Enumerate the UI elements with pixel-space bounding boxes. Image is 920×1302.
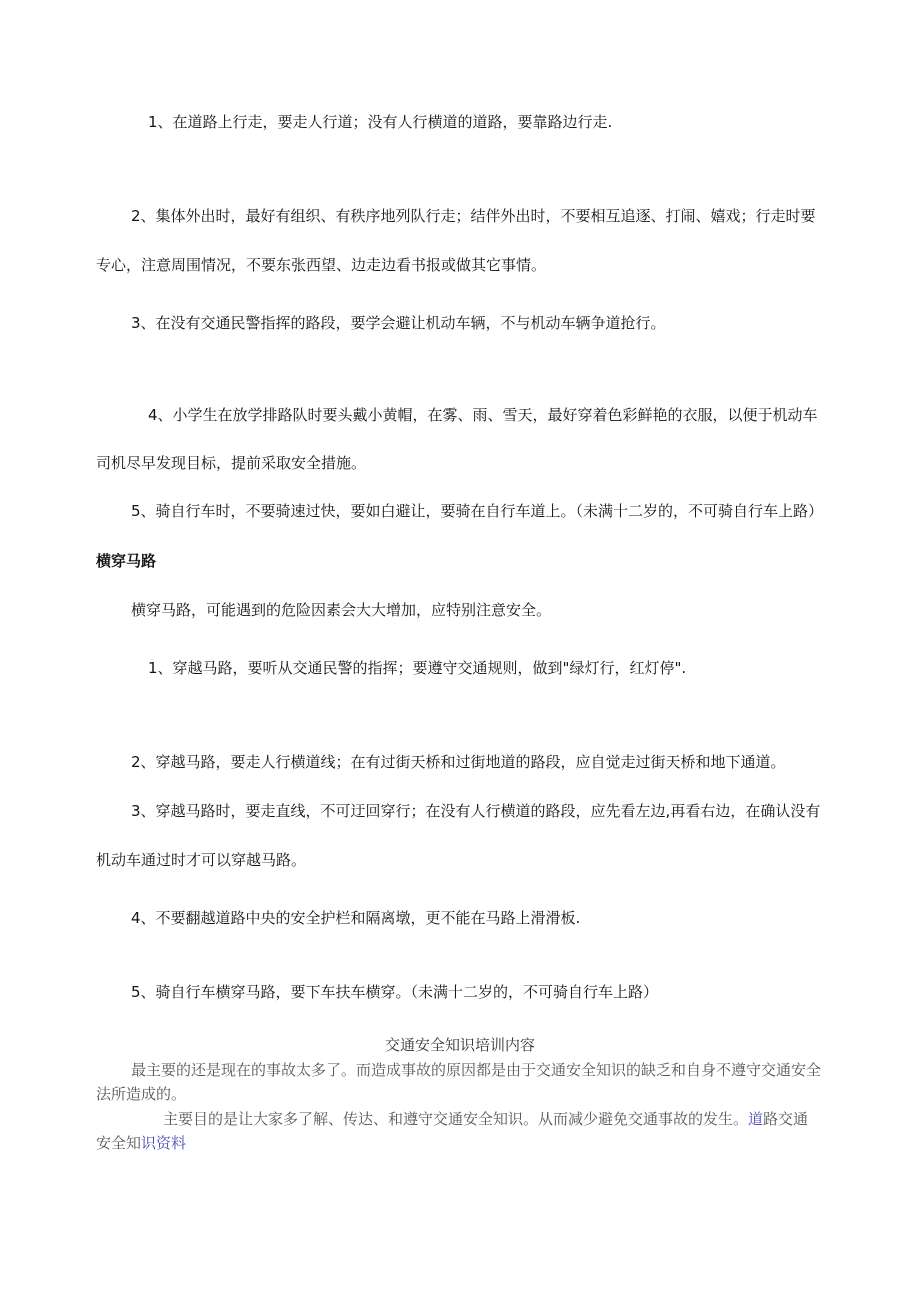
- walking-rule-2: 2、集体外出时，最好有组织、有秩序地列队行走；结伴外出时，不要相互追逐、打闹、嬉戏；行走时要: [131, 207, 816, 225]
- training-para2-text: 主要目的是让大家多了解、传达、和遵守交通安全知识。从而减少避免交通事故的发生。: [163, 1110, 749, 1128]
- training-para2-mid: 路交通: [763, 1110, 809, 1128]
- crossing-heading: 横穿马路: [96, 552, 157, 570]
- walking-rule-4-cont: 司机尽早发现目标，提前采取安全措施。: [96, 454, 367, 472]
- training-para1-line1: 最主要的还是现在的事故太多了。而造成事故的原因都是由于交通安全知识的缺乏和自身不遵守交通安全: [131, 1061, 822, 1079]
- training-para2-line1: [163, 1108, 808, 1130]
- walking-rule-2-cont: 专心，注意周围情况，不要东张西望、边走边看书报或做其它事情。: [96, 256, 547, 274]
- walking-rule-5: 5、骑自行车时，不要骑速过快，要如白避让，要骑在自行车道上。（未满十二岁的，不可骑自行车上路）: [131, 502, 824, 520]
- training-para2-line2-text: 安全知: [96, 1134, 142, 1152]
- training-link-dao[interactable]: 道: [748, 1110, 764, 1128]
- crossing-rule-3-cont: 机动车通过时才可以穿越马路。: [96, 851, 307, 869]
- training-link-materials[interactable]: 识资料: [141, 1134, 187, 1152]
- walking-rule-1: 1、在道路上行走，要走人行道；没有人行横道的道路，要靠路边行走.: [148, 113, 613, 131]
- training-para2-line2: [96, 1132, 186, 1154]
- walking-rule-3: 3、在没有交通民警指挥的路段，要学会避让机动车辆，不与机动车辆争道抢行。: [131, 314, 666, 332]
- training-title: 交通安全知识培训内容: [384, 1036, 535, 1054]
- crossing-rule-2: 2、穿越马路，要走人行横道线；在有过街天桥和过街地道的路段，应自觉走过街天桥和地下通道。: [131, 753, 786, 771]
- crossing-rule-3: 3、穿越马路时，要走直线，不可迂回穿行；在没有人行横道的路段，应先看左边,再看右边，在确认没有: [131, 802, 821, 820]
- crossing-rule-4: 4、不要翻越道路中央的安全护栏和隔离墩，更不能在马路上滑滑板.: [131, 909, 581, 927]
- crossing-rule-1: 1、穿越马路，要听从交通民警的指挥；要遵守交通规则，做到"绿灯行，红灯停".: [148, 659, 687, 677]
- training-para1-line2: 法所造成的。: [96, 1085, 187, 1103]
- crossing-intro: 横穿马路，可能遇到的危险因素会大大增加，应特别注意安全。: [131, 601, 552, 619]
- walking-rule-4: 4、小学生在放学排路队时要头戴小黄帽，在雾、雨、雪天，最好穿着色彩鲜艳的衣服，以便于机动车: [148, 406, 818, 424]
- crossing-rule-5: 5、骑自行车横穿马路，要下车扶车横穿。（未满十二岁的，不可骑自行车上路）: [131, 983, 659, 1001]
